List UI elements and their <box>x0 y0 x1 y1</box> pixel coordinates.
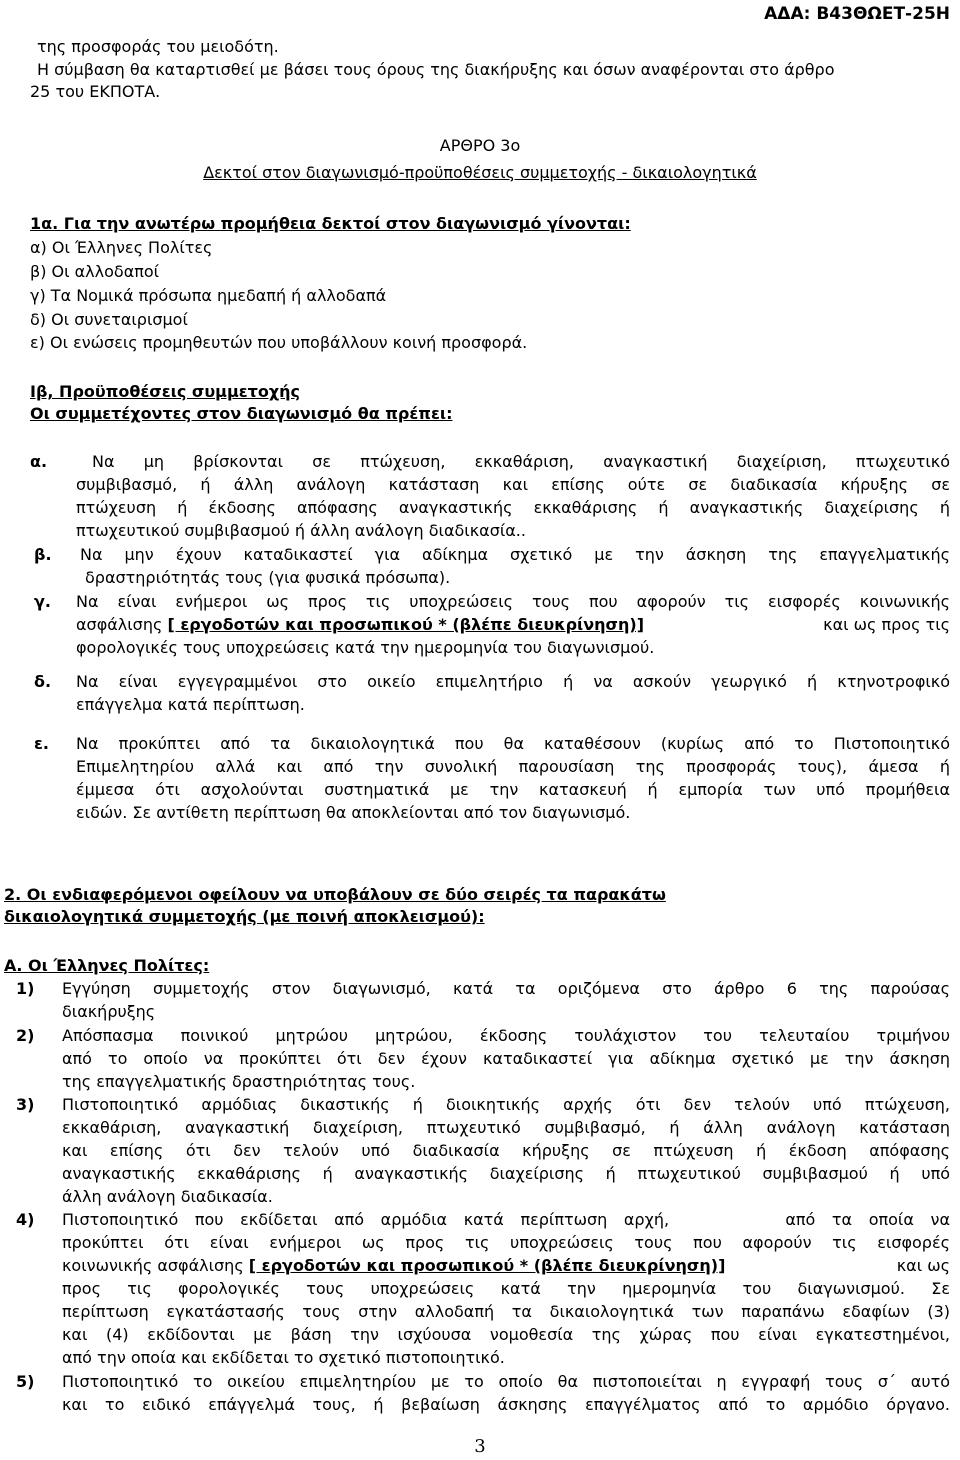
doc-1-line-2: διακήρυξης <box>62 1002 156 1021</box>
condition-d-line-1: Να είναι εγγεγραμμένοι στο οικείο επιμελητήριο ή να ασκούν γεωργικό ή κτηνοτροφικό <box>76 672 950 691</box>
condition-b-line-2: δραστηριότητάς τους (για φυσικά πρόσωπα). <box>85 568 451 587</box>
condition-a-line-3: πτώχευση ή έκδοσης απόφασης αναγκαστικής εκκαθάρισης ή αναγκαστικής διαχείρισης ή <box>76 498 950 517</box>
doc-4-emphasis: [ εργοδοτών και προσωπικού * (βλέπε διευκρίνηση)] <box>248 1256 726 1275</box>
s1a-item-c: γ) Τα Νομικά πρόσωπα ημεδαπή ή αλλοδαπά <box>30 286 387 305</box>
article-subtitle: Δεκτοί στον διαγωνισμό-προϋποθέσεις συμμετοχής - δικαιολογητικά <box>203 163 757 182</box>
condition-e-line-1: Να προκύπτει από τα δικαιολογητικά που θα καταθέσουν (κυρίως από το Πιστοποιητικό <box>76 734 950 753</box>
condition-c-line-3: φορολογικές τους υποχρεώσεις κατά την ημερομηνία του διαγωνισμού. <box>76 638 655 657</box>
section-1b-subheading: Οι συμμετέχοντες στον διαγωνισμό θα πρέπει: <box>30 404 453 423</box>
s1a-item-e: ε) Οι ενώσεις προμηθευτών που υποβάλλουν κοινή προσφορά. <box>30 333 528 352</box>
intro-line-2: Η σύμβαση θα καταρτισθεί με βάσει τους όρους της διακήρυξης και όσων αναφέρονται στο άρθρο <box>37 60 835 79</box>
article-title: ΑΡΘΡΟ 3ο <box>439 136 521 155</box>
intro-line-3: 25 του ΕΚΠΟΤΑ. <box>30 82 161 101</box>
doc-4-line-6: και (4) εκδίδονται με βάση την ισχύουσα νομοθεσία της χώρας που είναι εγκατεστημένοι, <box>62 1325 950 1344</box>
condition-a-line-4: πτωχευτικού συμβιβασμού ή άλλη ανάλογη διαδικασία.. <box>76 521 526 540</box>
doc-1-line-1: Εγγύηση συμμετοχής στον διαγωνισμό, κατά τα οριζόμενα στο άρθρο 6 της παρούσας <box>62 979 950 998</box>
doc-2-line-3: της επαγγελματικής δραστηριότητας τους. <box>62 1072 416 1091</box>
s1a-item-b: β) Οι αλλοδαποί <box>30 262 160 281</box>
doc-5-line-1: Πιστοποιητικό το οικείου επιμελητηρίου με το οποίο θα πιστοποιείται η εγγραφή τους σ΄ αυτό <box>62 1372 950 1391</box>
doc-3-line-2: εκκαθάριση, αναγκαστική διαχείριση, πτωχευτικό συμβιβασμό, ή άλλη ανάλογη κατάσταση <box>62 1118 950 1137</box>
condition-d-line-2: επάγγελμα κατά περίπτωση. <box>76 695 305 714</box>
condition-c-emphasis: [ εργοδοτών και προσωπικού * (βλέπε διευκρίνηση)] <box>167 615 645 634</box>
condition-b-label: β. <box>34 545 52 564</box>
condition-e-line-3: έμμεσα ότι ασχολούνται συστηματικά με την κατασκευή ή εμπορία των υπό προμήθεια <box>76 780 950 799</box>
doc-2-label: 2) <box>16 1026 35 1045</box>
section-2-heading-line-1: 2. Οι ενδιαφερόμενοι οφείλουν να υποβάλουν σε δύο σειρές τα παρακάτω <box>4 885 666 904</box>
condition-c-line-2-pre: ασφάλισης <box>76 615 168 634</box>
doc-4-line-2: προκύπτει ότι είναι ενήμεροι ως προς τις υποχρεώσεις τους που αφορούν τις εισφορές <box>62 1233 950 1252</box>
doc-3-label: 3) <box>16 1095 35 1114</box>
ada-code: ΑΔΑ: Β43ΘΩΕΤ-25Η <box>764 4 950 24</box>
condition-a-line-2: συμβιβασμό, ή άλλη ανάλογη κατάσταση και επίσης ούτε σε διαδικασία κήρυξης σε <box>76 475 950 494</box>
doc-3-line-4: αναγκαστικής εκκαθάρισης ή αναγκαστικής διαχείρισης ή πτωχευτικού συμβιβασμού ή υπό <box>62 1164 950 1183</box>
condition-a-line-1: Να μη βρίσκονται σε πτώχευση, εκκαθάριση, αναγκαστική διαχείριση, πτωχευτικό <box>92 452 950 471</box>
doc-5-label: 5) <box>16 1372 35 1391</box>
doc-4-label: 4) <box>16 1210 35 1229</box>
condition-c-line-2 <box>76 614 950 636</box>
doc-5-line-2: και το ειδικό επάγγελμά τους, ή βεβαίωση άσκησης επαγγέλματος από το αρμόδιο όργανο. <box>62 1395 950 1414</box>
doc-3-line-1: Πιστοποιητικό αρμόδιας δικαστικής ή διοικητικής αρχής ότι δεν τελούν υπό πτώχευση, <box>62 1095 950 1114</box>
condition-c-line-2-post: και ως προς τις <box>823 615 950 634</box>
doc-4-line-3-pre: κοινωνικής ασφάλισης <box>62 1256 249 1275</box>
doc-4-line-4: προς τις φορολογικές τους υποχρεώσεις κατά την ημερομηνία του διαγωνισμού. Σε <box>62 1279 950 1298</box>
doc-2-line-2: από το οποίο να προκύπτει ότι δεν έχουν καταδικαστεί για αδίκημα σχετικό με την άσκηση <box>62 1049 950 1068</box>
doc-3-line-3: και επίσης ότι δεν τελούν υπό διαδικασία κήρυξης σε πτώχευση ή έκδοση απόφασης <box>62 1141 950 1160</box>
s1a-item-a: α) Οι Έλληνες Πολίτες <box>30 238 213 257</box>
condition-d-label: δ. <box>34 672 52 691</box>
s1a-item-d: δ) Οι συνεταιρισμοί <box>30 310 188 329</box>
doc-4-line-3 <box>62 1255 950 1277</box>
doc-3-line-5: άλλη ανάλογη διαδικασία. <box>62 1187 273 1206</box>
condition-c-label: γ. <box>34 592 51 611</box>
condition-b-line-1: Να μην έχουν καταδικαστεί για αδίκημα σχετικό με την άσκηση της επαγγελματικής <box>80 545 950 564</box>
doc-4-line-7: από την οποία και εκδίδεται το σχετικό πιστοποιητικό. <box>62 1348 505 1367</box>
doc-1-label: 1) <box>16 979 35 998</box>
condition-e-line-4: ειδών. Σε αντίθετη περίπτωση θα αποκλείονται από τον διαγωνισμό. <box>76 803 631 822</box>
condition-e-label: ε. <box>34 734 49 753</box>
section-1b-heading: Ιβ, Προϋποθέσεις συμμετοχής <box>30 382 301 401</box>
doc-4-line-5: περίπτωση εγκατάστασής τους στην αλλοδαπή τα δικαιολογητικά των παραπάνω εδαφίων (3) <box>62 1302 950 1321</box>
condition-a-label: α. <box>30 452 48 471</box>
doc-4-line-3-post: και ως <box>896 1256 950 1275</box>
intro-line-1: της προσφοράς του μειοδότη. <box>37 37 279 56</box>
page-number: 3 <box>474 1436 486 1457</box>
section-2-heading-line-2: δικαιολογητικά συμμετοχής (με ποινή αποκλεισμού): <box>4 907 485 926</box>
doc-2-line-1: Απόσπασμα ποινικού μητρώου μητρώου, έκδοσης τουλάχιστον του τελευταίου τριμήνου <box>62 1026 950 1045</box>
doc-4-line-1: Πιστοποιητικό που εκδίδεται από αρμόδια κατά περίπτωση αρχή, από τα οποία να <box>62 1210 950 1229</box>
condition-c-line-1: Να είναι ενήμεροι ως προς τις υποχρεώσεις τους που αφορούν τις εισφορές κοινωνικής <box>76 592 950 611</box>
section-1a-heading: 1α. Για την ανωτέρω προμήθεια δεκτοί στον διαγωνισμό γίνονται: <box>30 214 631 233</box>
section-A-heading: Α. Οι Έλληνες Πολίτες: <box>4 956 210 975</box>
condition-e-line-2: Επιμελητηρίου αλλά και από την συνολική παρουσίαση της προσφοράς τους), άμεσα ή <box>76 757 950 776</box>
